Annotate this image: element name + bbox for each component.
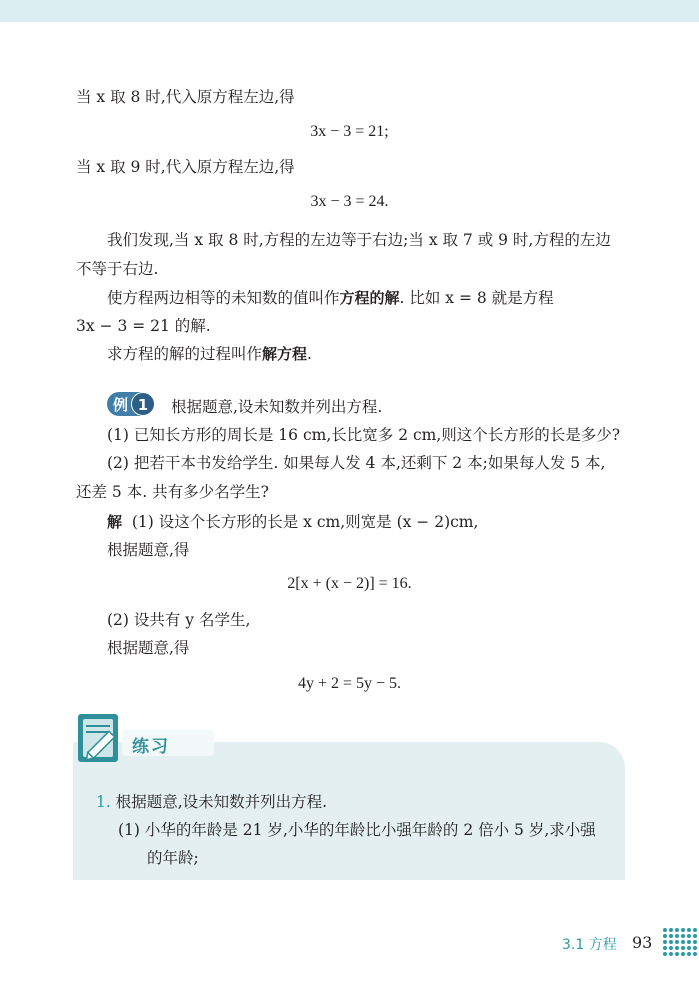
practice-title: 练习 <box>132 737 170 757</box>
pencil-notebook-icon <box>76 712 126 766</box>
solution-part-1 <box>107 512 478 532</box>
practice-item-1-sub-1: (1) 小华的年龄是 21 岁,小华的年龄比小强年龄的 2 倍小 5 岁,求小强 <box>118 821 596 839</box>
definition-solving-text: 求方程的解的过程叫作 <box>107 345 263 363</box>
example-question-2-line2: 还差 5 本. 共有多少名学生? <box>76 483 269 501</box>
example-prompt: 根据题意,设未知数并列出方程. <box>171 398 383 416</box>
practice-item-1-text: 根据题意,设未知数并列出方程. <box>115 793 328 811</box>
solution-part-1-lead: 根据题意,得 <box>107 541 190 559</box>
solution-part-2-lead: 根据题意,得 <box>107 639 190 657</box>
paragraph-finding-line2: 不等于右边. <box>76 260 159 278</box>
term-solution-of-equation: 方程的解 <box>339 289 400 307</box>
footer-section-title: 3.1 方程 <box>562 937 617 953</box>
paragraph-x-equals-9: 当 x 取 9 时,代入原方程左边,得 <box>76 158 295 176</box>
dot-pattern-icon <box>660 925 699 959</box>
paragraph-x-equals-8: 当 x 取 8 时,代入原方程左边,得 <box>76 88 295 106</box>
practice-item-1-number: 1. <box>96 793 111 811</box>
equation-3: 2[x + (x − 2)] = 16. <box>287 575 412 592</box>
solution-part-1-text: (1) 设这个长方形的长是 x cm,则宽是 (x − 2)cm, <box>131 513 479 531</box>
definition-text: 使方程两边相等的未知数的值叫作 <box>107 289 340 307</box>
example-badge <box>107 392 157 416</box>
term-solving-equation: 解方程 <box>262 345 308 363</box>
example-badge-label: 例 <box>113 396 129 414</box>
definition-example: . 比如 x = 8 就是方程 <box>399 289 554 307</box>
example-question-1: (1) 已知长方形的周长是 16 cm,长比宽多 2 cm,则这个长方形的长是多少? <box>107 426 621 444</box>
paragraph-finding-line1: 我们发现,当 x 取 8 时,方程的左边等于右边;当 x 取 7 或 9 时,方程的左边 <box>107 231 611 249</box>
example-badge-number: 1 <box>131 392 155 416</box>
solution-part-2: (2) 设共有 y 名学生, <box>107 611 251 629</box>
equation-1: 3x − 3 = 21; <box>310 123 389 140</box>
equation-4: 4y + 2 = 5y − 5. <box>297 675 402 692</box>
top-band <box>0 0 699 22</box>
solution-label: 解 <box>107 513 123 531</box>
practice-item-1 <box>96 792 327 812</box>
definition-solving <box>107 344 312 364</box>
definition-solving-end: . <box>307 345 312 363</box>
page-number: 93 <box>632 933 653 952</box>
definition-solution <box>107 288 554 308</box>
practice-item-1-sub-1-cont: 的年龄; <box>147 849 199 867</box>
equation-2: 3x − 3 = 24. <box>310 193 389 210</box>
example-question-2-line1: (2) 把若干本书发给学生. 如果每人发 4 本,还剩下 2 本;如果每人发 5 本, <box>107 454 606 472</box>
definition-solution-line2: 3x − 3 = 21 的解. <box>76 317 211 335</box>
